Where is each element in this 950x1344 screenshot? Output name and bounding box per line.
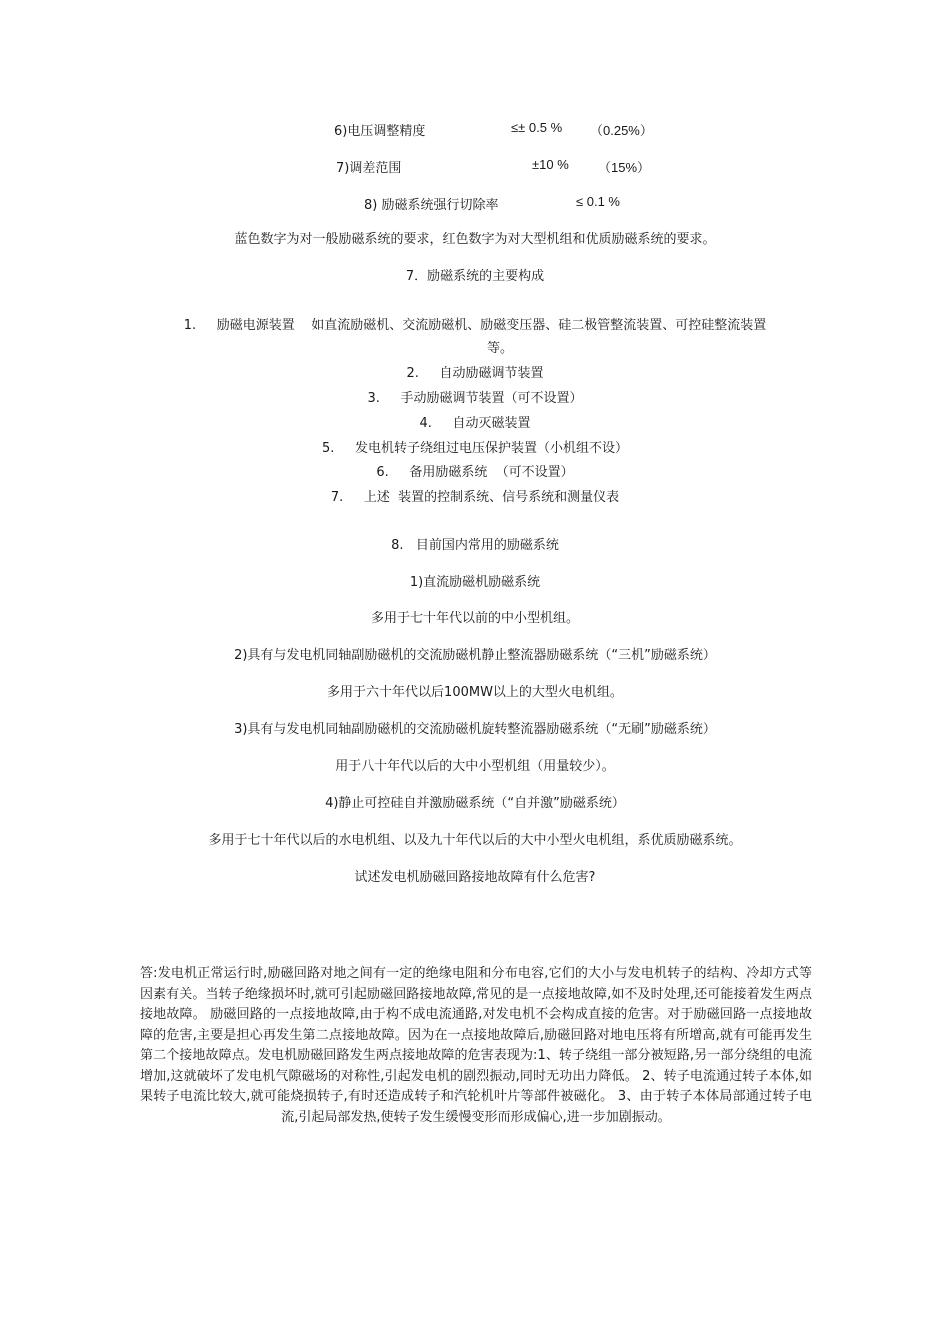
list-item-7: 7. 上述 装置的控制系统、信号系统和测量仪表 [330,490,620,505]
spec-label: 8) 励磁系统强行切除率 [364,198,499,213]
list-item-6: 6. 备用励磁系统 （可不设置） [376,465,574,480]
color-note: 蓝色数字为对一般励磁系统的要求，红色数字为对大型机组和优质励磁系统的要求。 [234,232,716,247]
system-type-title: 3)具有与发电机同轴副励磁机的交流励磁机旋转整流器励磁系统（“无刷”励磁系统） [234,722,716,737]
spec-label: 6)电压调整精度 [334,124,426,139]
list-item-1-line2: 等。 [486,341,513,356]
spec-value: ≤ 0.1 % [576,194,620,209]
question: 试述发电机励磁回路接地故障有什么危害? [354,870,596,885]
section7-heading: 7．励磁系统的主要构成 [405,269,545,284]
list-item-3: 3. 手动励磁调节装置（可不设置） [367,391,583,406]
list-item-1-line1: 1. 励磁电源装置 如直流励磁机、交流励磁机、励磁变压器、硅二极管整流装置、可控硅整流装置 [183,318,767,333]
system-type-desc: 多用于七十年代以前的中小型机组。 [370,611,579,626]
system-type-title: 2)具有与发电机同轴副励磁机的交流励磁机静止整流器励磁系统（“三机”励磁系统） [234,648,716,663]
system-type-desc: 多用于六十年代以后100MW以上的大型火电机组。 [327,685,623,700]
list-item-5: 5. 发电机转子绕组过电压保护装置（小机组不设） [321,441,629,456]
spec-value: ±10 % [532,157,569,172]
system-type-title: 1)直流励磁机励磁系统 [409,575,541,590]
spec-alt-value: （0.25%） [590,123,653,138]
spec-value: ≤± 0.5 % [511,120,563,135]
spec-row-forced-cutoff [0,194,950,212]
answer-paragraph: 答:发电机正常运行时,励磁回路对地之间有一定的绝缘电阻和分布电容,它们的大小与发电机转子的结构、冷却方式等因素有关。当转子绝缘损坏时,就可引起励磁回路接地故障,常见的是一点接地故障,如不及时处理,还可能接着发生两点接地故障。 励磁回路的一点接地故障,由于构不成电流通路,对发电机不会构成直接的危害。对于励磁回路一点接地故障的危害,主要是担心再发生第二点接地故障。因为在一点接地故障后,励磁回路对地电压将有所增高,就有可能再发生第二个接地故障点。发电机励磁回路发生两点接地故障的危害表现为:1、转子绕组一部分被短路,另一部分绕组的电流增加,这就破坏了发电机气隙磁场的对称性,引起发电机的剧烈振动,同时无功出力降低。 2、转子电流通过转子本体,如果转子电流比较大,就可能烧损转子,有时还造成转子和汽轮机叶片等部件被磁化。 3、由于转子本体局部通过转子电流,引起局部发热,使转子发生缓慢变形而形成偏心,进一步加剧振动。 [140,966,812,1125]
spec-label: 7)调差范围 [336,161,402,176]
spec-alt-value: （15%） [598,160,651,175]
system-type-desc: 用于八十年代以后的大中小型机组（用量较少）。 [335,759,615,774]
section8-heading: 8. 目前国内常用的励磁系统 [391,538,559,553]
spec-row-droop-range [0,157,950,175]
list-item-4: 4. 自动灭磁装置 [419,416,531,431]
list-item-2: 2. 自动励磁调节装置 [406,366,544,381]
spec-row-voltage-precision [0,120,950,138]
system-type-title: 4)静止可控硅自并激励磁系统（“自并激”励磁系统） [325,796,625,811]
system-type-desc: 多用于七十年代以后的水电机组、以及九十年代以后的大中小型火电机组，系优质励磁系统。 [208,833,742,848]
